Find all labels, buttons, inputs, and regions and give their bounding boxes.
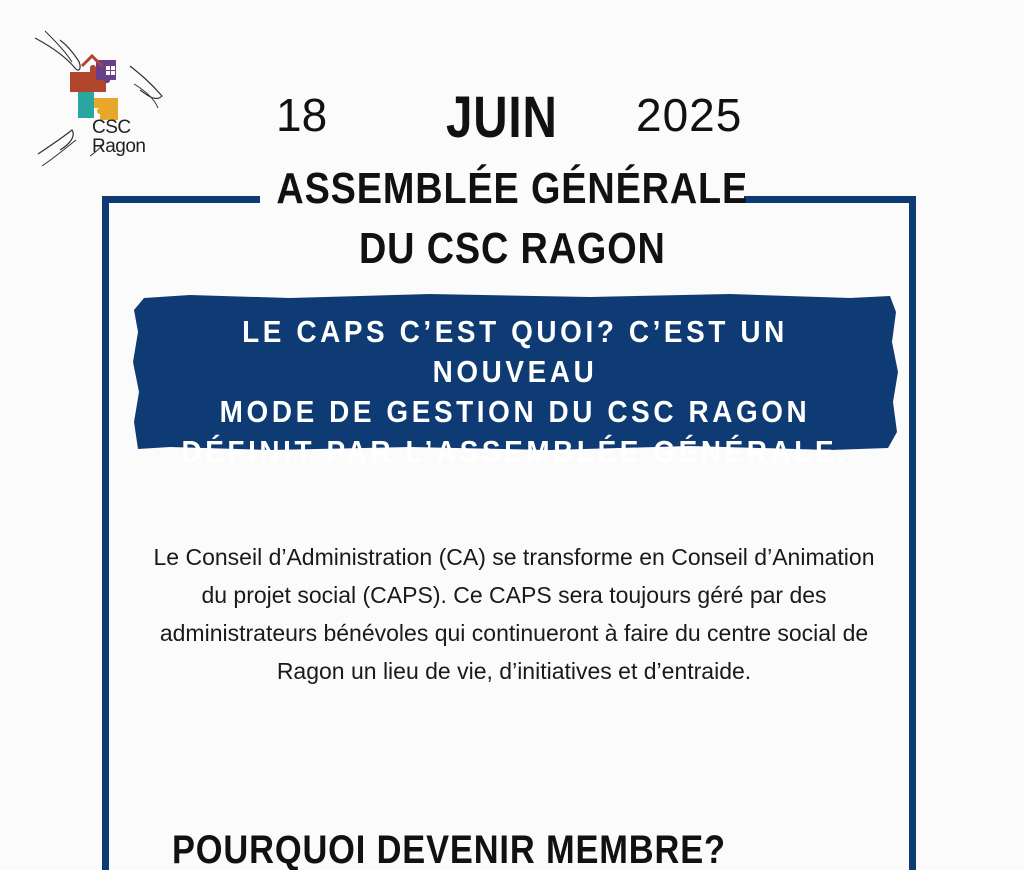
logo-line-2: Ragon — [92, 136, 146, 157]
section-heading: POURQUOI DEVENIR MEMBRE? — [172, 828, 726, 870]
logo-line-1: CSC — [92, 117, 131, 138]
banner-line-1: LE CAPS C’EST QUOI? C’EST UN NOUVEAU — [242, 314, 788, 389]
page-title-line-2 — [0, 224, 1024, 274]
logo-wordmark — [92, 118, 146, 156]
caps-banner — [130, 292, 900, 469]
banner-line-3: DÉFINIT PAR L’ASSEMBLÉE GÉNÉRALE. — [181, 434, 849, 469]
csc-ragon-logo — [30, 26, 170, 176]
date-month: JUIN — [446, 85, 558, 150]
page-title-text-1: ASSEMBLÉE GÉNÉRALE — [276, 164, 748, 213]
date-year: 2025 — [636, 89, 743, 141]
page-title-line-1 — [0, 164, 1024, 214]
date-day: 18 — [276, 89, 328, 141]
banner-text — [130, 312, 900, 472]
body-paragraph: Le Conseil d’Administration (CA) se transforme en Conseil d’Animation du projet social (CAPS). Ce CAPS sera toujours géré par des administrateurs bénévoles qui continueront à faire du centre social de Ragon un lieu de vie, d’initiatives et d’entraide. — [153, 544, 875, 684]
page-title-text-2: DU CSC RAGON — [358, 224, 666, 273]
banner-line-2: MODE DE GESTION DU CSC RAGON — [219, 394, 811, 429]
